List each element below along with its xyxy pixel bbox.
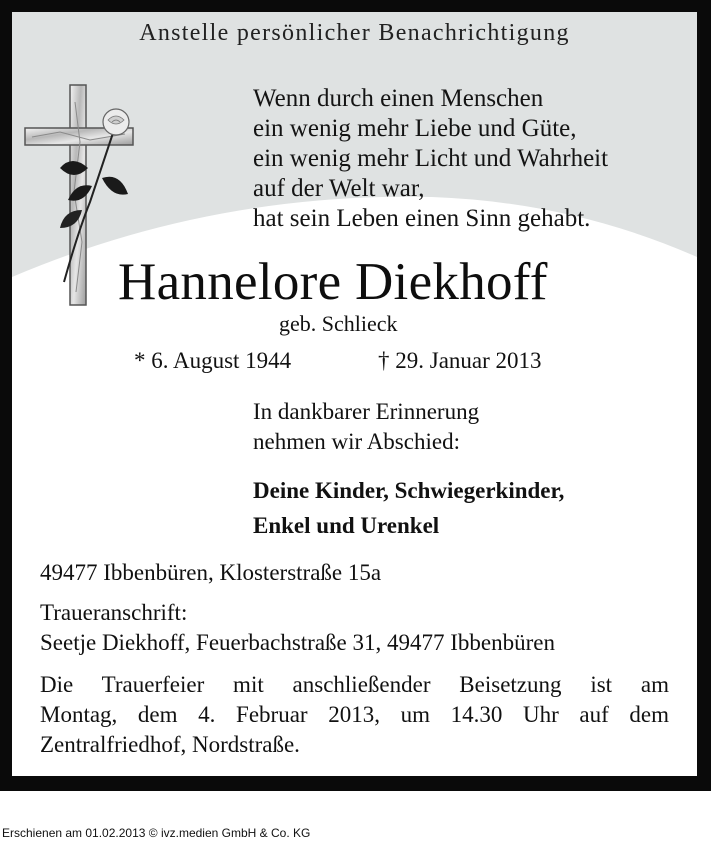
- ceremony-line: Die Trauerfeier mit anschließender Beisetzung ist am: [40, 672, 669, 697]
- home-address: 49477 Ibbenbüren, Klosterstraße 15a: [40, 560, 382, 585]
- poem-line: ein wenig mehr Liebe und Güte,: [253, 115, 577, 142]
- gratitude-line: In dankbarer Erinnerung: [253, 399, 480, 424]
- notice-header: Anstelle persönlicher Benachrichtigung: [139, 20, 570, 46]
- poem-line: ein wenig mehr Licht und Wahrheit: [253, 145, 609, 172]
- ceremony-line: Zentralfriedhof, Nordstraße.: [40, 732, 300, 757]
- death-date: † 29. Januar 2013: [378, 348, 542, 373]
- gratitude-line: nehmen wir Abschied:: [253, 429, 460, 454]
- birth-date: * 6. August 1944: [134, 348, 292, 373]
- ceremony-line: Montag, dem 4. Februar 2013, um 14.30 Uhr auf dem: [40, 702, 669, 727]
- family-line: Enkel und Urenkel: [253, 513, 440, 538]
- poem-line: auf der Welt war,: [253, 175, 425, 202]
- mourning-address-label: Traueranschrift:: [40, 600, 188, 625]
- mourning-address: Seetje Diekhoff, Feuerbachstraße 31, 49477 Ibbenbüren: [40, 630, 555, 655]
- poem-line: hat sein Leben einen Sinn gehabt.: [253, 205, 591, 232]
- family-line: Deine Kinder, Schwiegerkinder,: [253, 478, 565, 503]
- publication-note: Erschienen am 01.02.2013 © ivz.medien GmbH & Co. KG: [2, 826, 311, 840]
- obituary-card: [12, 12, 697, 776]
- maiden-name: geb. Schlieck: [279, 311, 398, 336]
- deceased-name: Hannelore Diekhoff: [118, 253, 548, 311]
- poem-line: Wenn durch einen Menschen: [253, 85, 544, 112]
